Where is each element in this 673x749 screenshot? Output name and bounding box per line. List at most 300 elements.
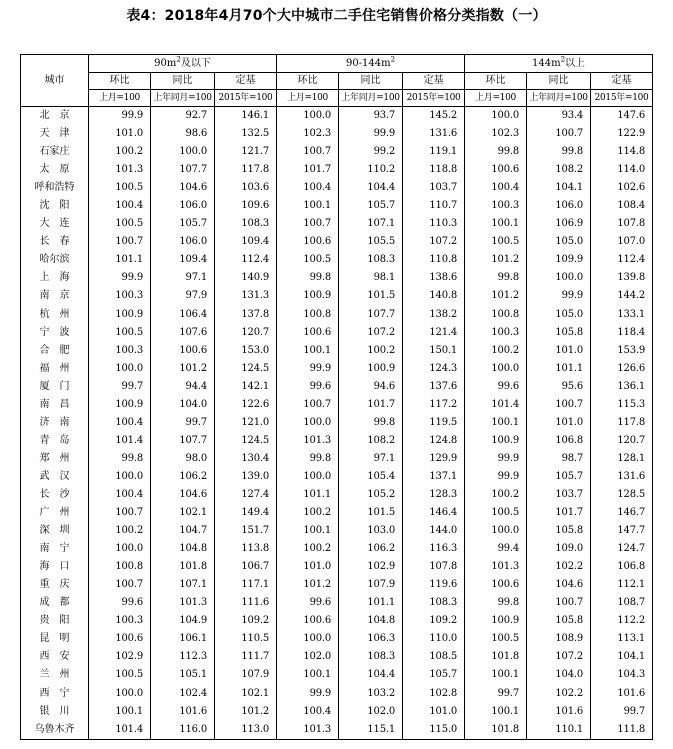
city-cell: 济 南 (21, 414, 89, 432)
value-cell: 145.2 (403, 107, 465, 126)
city-cell: 西 安 (21, 648, 89, 666)
value-cell: 100.7 (89, 233, 151, 251)
value-cell: 104.6 (151, 486, 215, 504)
subheader-base: 定基 (215, 73, 277, 90)
table-row (21, 324, 653, 342)
header-subheader-row (21, 73, 653, 90)
value-cell: 102.3 (465, 125, 527, 143)
group-header-medium-sup: 2 (390, 55, 396, 64)
table-row (21, 721, 653, 740)
city-cell: 石家庄 (21, 143, 89, 161)
value-cell: 107.7 (151, 432, 215, 450)
value-cell: 107.9 (215, 666, 277, 684)
header-group-row (21, 55, 653, 73)
value-cell: 99.9 (277, 685, 339, 703)
group-header-small-sup: 2 (176, 55, 181, 64)
group-header-medium (277, 55, 465, 73)
value-cell: 100.6 (277, 233, 339, 251)
value-cell: 99.8 (277, 450, 339, 468)
value-cell: 97.1 (339, 450, 403, 468)
value-cell: 104.4 (339, 179, 403, 197)
value-cell: 108.9 (527, 630, 591, 648)
value-cell: 100.0 (465, 522, 527, 540)
value-cell: 100.1 (277, 666, 339, 684)
value-cell: 106.9 (527, 215, 591, 233)
value-cell: 99.7 (591, 703, 653, 721)
group-header-large (465, 55, 653, 73)
value-cell: 100.5 (465, 233, 527, 251)
value-cell: 117.8 (215, 161, 277, 179)
value-cell: 118.4 (591, 324, 653, 342)
value-cell: 106.0 (527, 197, 591, 215)
value-cell: 103.7 (403, 179, 465, 197)
city-cell: 上 海 (21, 269, 89, 287)
value-cell: 101.2 (465, 251, 527, 269)
value-cell: 122.9 (591, 125, 653, 143)
city-cell: 合 肥 (21, 342, 89, 360)
table-row (21, 161, 653, 179)
value-cell: 100.0 (89, 468, 151, 486)
value-cell: 101.1 (527, 360, 591, 378)
table-row (21, 612, 653, 630)
value-cell: 101.0 (277, 558, 339, 576)
value-cell: 101.0 (89, 125, 151, 143)
value-cell: 112.3 (151, 648, 215, 666)
value-cell: 100.6 (277, 612, 339, 630)
city-cell: 宁 波 (21, 324, 89, 342)
value-cell: 106.3 (339, 630, 403, 648)
table-row (21, 107, 653, 126)
value-cell: 101.2 (277, 576, 339, 594)
value-cell: 111.6 (215, 594, 277, 612)
value-cell: 99.6 (277, 594, 339, 612)
subheader-base: 定基 (403, 73, 465, 90)
value-cell: 95.6 (527, 378, 591, 396)
value-cell: 100.5 (89, 215, 151, 233)
city-cell: 杭 州 (21, 306, 89, 324)
group-header-small (89, 55, 277, 73)
value-cell: 99.7 (465, 685, 527, 703)
unit-yoy: 上年同月=100 (527, 90, 591, 107)
value-cell: 104.8 (151, 540, 215, 558)
value-cell: 100.0 (465, 360, 527, 378)
value-cell: 101.2 (465, 287, 527, 305)
subheader-mom: 环比 (465, 73, 527, 90)
value-cell: 100.9 (89, 396, 151, 414)
value-cell: 101.7 (527, 504, 591, 522)
value-cell: 121.7 (215, 143, 277, 161)
value-cell: 100.4 (89, 486, 151, 504)
value-cell: 97.9 (151, 287, 215, 305)
city-cell: 重 庆 (21, 576, 89, 594)
value-cell: 101.4 (89, 432, 151, 450)
value-cell: 120.7 (215, 324, 277, 342)
table-row (21, 215, 653, 233)
value-cell: 99.8 (465, 594, 527, 612)
value-cell: 102.9 (339, 558, 403, 576)
value-cell: 107.2 (403, 233, 465, 251)
value-cell: 100.3 (465, 197, 527, 215)
value-cell: 108.5 (403, 648, 465, 666)
table-row (21, 287, 653, 305)
value-cell: 106.4 (151, 306, 215, 324)
value-cell: 101.0 (527, 414, 591, 432)
value-cell: 102.2 (527, 558, 591, 576)
city-cell: 海 口 (21, 558, 89, 576)
value-cell: 112.4 (215, 251, 277, 269)
value-cell: 99.4 (465, 540, 527, 558)
value-cell: 99.9 (339, 125, 403, 143)
value-cell: 136.1 (591, 378, 653, 396)
value-cell: 100.0 (277, 414, 339, 432)
city-cell: 北 京 (21, 107, 89, 126)
table-row (21, 703, 653, 721)
value-cell: 105.7 (339, 197, 403, 215)
value-cell: 102.3 (277, 125, 339, 143)
city-cell: 大 连 (21, 215, 89, 233)
value-cell: 102.0 (277, 648, 339, 666)
value-cell: 100.0 (89, 360, 151, 378)
value-cell: 113.8 (215, 540, 277, 558)
value-cell: 99.8 (277, 269, 339, 287)
value-cell: 131.6 (403, 125, 465, 143)
group-header-small-rest: 及以下 (180, 58, 211, 69)
value-cell: 101.7 (339, 396, 403, 414)
unit-base: 2015年=100 (403, 90, 465, 107)
value-cell: 105.7 (151, 215, 215, 233)
city-column-header: 城市 (21, 55, 89, 107)
city-cell: 天 津 (21, 125, 89, 143)
value-cell: 103.7 (527, 486, 591, 504)
value-cell: 107.2 (339, 324, 403, 342)
value-cell: 100.4 (89, 414, 151, 432)
value-cell: 100.0 (277, 468, 339, 486)
value-cell: 122.6 (215, 396, 277, 414)
value-cell: 100.6 (465, 576, 527, 594)
value-cell: 100.1 (277, 197, 339, 215)
value-cell: 114.8 (591, 143, 653, 161)
value-cell: 101.6 (591, 685, 653, 703)
value-cell: 101.4 (89, 721, 151, 740)
city-cell: 广 州 (21, 504, 89, 522)
value-cell: 100.5 (89, 179, 151, 197)
value-cell: 101.3 (465, 558, 527, 576)
subheader-base: 定基 (591, 73, 653, 90)
value-cell: 100.4 (277, 179, 339, 197)
value-cell: 100.1 (89, 703, 151, 721)
value-cell: 126.6 (591, 360, 653, 378)
city-cell: 南 昌 (21, 396, 89, 414)
value-cell: 107.7 (151, 161, 215, 179)
city-cell: 郑 州 (21, 450, 89, 468)
value-cell: 102.9 (89, 648, 151, 666)
value-cell: 110.0 (403, 630, 465, 648)
value-cell: 101.1 (339, 594, 403, 612)
value-cell: 110.5 (215, 630, 277, 648)
value-cell: 101.3 (151, 594, 215, 612)
value-cell: 93.7 (339, 107, 403, 126)
value-cell: 137.1 (403, 468, 465, 486)
table-row (21, 143, 653, 161)
city-cell: 沈 阳 (21, 197, 89, 215)
unit-mom: 上月=100 (277, 90, 339, 107)
value-cell: 100.6 (89, 630, 151, 648)
value-cell: 113.0 (215, 721, 277, 740)
value-cell: 101.8 (151, 558, 215, 576)
table-row (21, 378, 653, 396)
value-cell: 108.2 (527, 161, 591, 179)
value-cell: 99.6 (465, 378, 527, 396)
value-cell: 140.8 (403, 287, 465, 305)
value-cell: 101.5 (339, 287, 403, 305)
value-cell: 100.6 (151, 342, 215, 360)
value-cell: 100.7 (89, 576, 151, 594)
value-cell: 106.0 (151, 197, 215, 215)
value-cell: 106.7 (215, 558, 277, 576)
value-cell: 100.5 (89, 666, 151, 684)
value-cell: 108.3 (215, 215, 277, 233)
value-cell: 101.4 (465, 396, 527, 414)
value-cell: 100.9 (89, 306, 151, 324)
value-cell: 107.1 (339, 215, 403, 233)
value-cell: 100.1 (277, 522, 339, 540)
value-cell: 128.3 (403, 486, 465, 504)
value-cell: 124.3 (403, 360, 465, 378)
subheader-mom: 环比 (89, 73, 151, 90)
value-cell: 127.4 (215, 486, 277, 504)
value-cell: 108.3 (339, 648, 403, 666)
value-cell: 100.5 (89, 324, 151, 342)
value-cell: 99.8 (339, 414, 403, 432)
city-cell: 南 京 (21, 287, 89, 305)
value-cell: 137.8 (215, 306, 277, 324)
value-cell: 101.8 (465, 721, 527, 740)
value-cell: 105.8 (527, 612, 591, 630)
value-cell: 105.0 (527, 306, 591, 324)
value-cell: 105.8 (527, 324, 591, 342)
city-cell: 长 沙 (21, 486, 89, 504)
city-cell: 贵 阳 (21, 612, 89, 630)
value-cell: 99.9 (465, 450, 527, 468)
value-cell: 101.2 (215, 703, 277, 721)
value-cell: 100.9 (277, 287, 339, 305)
value-cell: 92.7 (151, 107, 215, 126)
value-cell: 100.8 (465, 306, 527, 324)
value-cell: 119.6 (403, 576, 465, 594)
value-cell: 119.5 (403, 414, 465, 432)
value-cell: 99.8 (465, 269, 527, 287)
value-cell: 100.0 (465, 107, 527, 126)
value-cell: 107.8 (591, 215, 653, 233)
value-cell: 101.3 (89, 161, 151, 179)
value-cell: 104.3 (591, 666, 653, 684)
value-cell: 101.1 (89, 251, 151, 269)
value-cell: 144.2 (591, 287, 653, 305)
value-cell: 94.6 (339, 378, 403, 396)
value-cell: 108.3 (339, 251, 403, 269)
value-cell: 104.8 (339, 612, 403, 630)
table-row (21, 125, 653, 143)
value-cell: 107.2 (527, 648, 591, 666)
value-cell: 102.4 (151, 685, 215, 703)
value-cell: 116.0 (151, 721, 215, 740)
value-cell: 119.1 (403, 143, 465, 161)
value-cell: 103.6 (215, 179, 277, 197)
value-cell: 108.4 (591, 197, 653, 215)
value-cell: 146.1 (215, 107, 277, 126)
city-cell: 呼和浩特 (21, 179, 89, 197)
value-cell: 147.6 (591, 107, 653, 126)
value-cell: 100.7 (89, 504, 151, 522)
value-cell: 98.7 (527, 450, 591, 468)
value-cell: 146.4 (403, 504, 465, 522)
value-cell: 101.6 (527, 703, 591, 721)
value-cell: 104.7 (151, 522, 215, 540)
value-cell: 100.0 (89, 685, 151, 703)
value-cell: 100.4 (89, 197, 151, 215)
value-cell: 100.0 (151, 143, 215, 161)
value-cell: 111.8 (591, 721, 653, 740)
unit-yoy: 上年同月=100 (339, 90, 403, 107)
value-cell: 107.0 (591, 233, 653, 251)
value-cell: 146.7 (591, 504, 653, 522)
value-cell: 104.0 (527, 666, 591, 684)
value-cell: 109.4 (215, 233, 277, 251)
value-cell: 109.0 (527, 540, 591, 558)
value-cell: 109.6 (215, 197, 277, 215)
value-cell: 105.8 (527, 522, 591, 540)
value-cell: 113.1 (591, 630, 653, 648)
subheader-yoy: 同比 (527, 73, 591, 90)
value-cell: 118.8 (403, 161, 465, 179)
value-cell: 101.3 (277, 432, 339, 450)
value-cell: 99.6 (277, 378, 339, 396)
value-cell: 101.0 (527, 342, 591, 360)
value-cell: 105.4 (339, 468, 403, 486)
value-cell: 139.8 (591, 269, 653, 287)
value-cell: 104.1 (591, 648, 653, 666)
group-header-large-base: 144m (532, 58, 561, 69)
group-header-small-base: 90m (154, 58, 177, 69)
value-cell: 109.2 (215, 612, 277, 630)
value-cell: 110.2 (339, 161, 403, 179)
value-cell: 99.7 (89, 378, 151, 396)
value-cell: 102.1 (151, 504, 215, 522)
value-cell: 99.9 (277, 360, 339, 378)
value-cell: 100.5 (465, 630, 527, 648)
city-cell: 太 原 (21, 161, 89, 179)
value-cell: 104.1 (527, 179, 591, 197)
value-cell: 100.6 (277, 324, 339, 342)
value-cell: 100.9 (339, 360, 403, 378)
value-cell: 108.3 (403, 594, 465, 612)
value-cell: 100.8 (89, 558, 151, 576)
value-cell: 108.7 (591, 594, 653, 612)
value-cell: 129.9 (403, 450, 465, 468)
value-cell: 99.8 (527, 143, 591, 161)
value-cell: 131.3 (215, 287, 277, 305)
value-cell: 100.2 (465, 342, 527, 360)
value-cell: 99.8 (465, 143, 527, 161)
value-cell: 104.0 (151, 396, 215, 414)
city-cell: 南 宁 (21, 540, 89, 558)
table-row (21, 522, 653, 540)
city-cell: 长 春 (21, 233, 89, 251)
value-cell: 120.7 (591, 432, 653, 450)
value-cell: 107.9 (339, 576, 403, 594)
value-cell: 104.6 (151, 179, 215, 197)
value-cell: 100.1 (465, 414, 527, 432)
value-cell: 110.3 (403, 215, 465, 233)
value-cell: 105.7 (527, 468, 591, 486)
value-cell: 124.5 (215, 360, 277, 378)
value-cell: 102.0 (339, 703, 403, 721)
value-cell: 128.1 (591, 450, 653, 468)
value-cell: 102.1 (215, 685, 277, 703)
table-row (21, 685, 653, 703)
value-cell: 101.2 (151, 360, 215, 378)
value-cell: 99.7 (151, 414, 215, 432)
value-cell: 109.2 (403, 612, 465, 630)
value-cell: 112.1 (591, 576, 653, 594)
city-cell: 成 都 (21, 594, 89, 612)
table-row (21, 576, 653, 594)
value-cell: 107.8 (403, 558, 465, 576)
table-row (21, 342, 653, 360)
value-cell: 138.2 (403, 306, 465, 324)
value-cell: 100.6 (465, 161, 527, 179)
value-cell: 100.0 (527, 269, 591, 287)
value-cell: 100.8 (277, 306, 339, 324)
group-header-large-sup: 2 (560, 55, 566, 64)
value-cell: 151.7 (215, 522, 277, 540)
value-cell: 121.0 (215, 414, 277, 432)
value-cell: 153.0 (215, 342, 277, 360)
city-cell: 深 圳 (21, 522, 89, 540)
unit-mom: 上月=100 (465, 90, 527, 107)
value-cell: 100.1 (465, 215, 527, 233)
table-row (21, 594, 653, 612)
city-cell: 武 汉 (21, 468, 89, 486)
value-cell: 105.5 (339, 233, 403, 251)
group-header-medium-base: 90-144m (345, 58, 391, 69)
value-cell: 99.8 (89, 450, 151, 468)
table-row (21, 414, 653, 432)
value-cell: 101.6 (151, 703, 215, 721)
value-cell: 107.6 (151, 324, 215, 342)
value-cell: 133.1 (591, 306, 653, 324)
value-cell: 99.9 (89, 107, 151, 126)
city-cell: 青 岛 (21, 432, 89, 450)
value-cell: 100.7 (527, 125, 591, 143)
value-cell: 100.7 (277, 396, 339, 414)
value-cell: 100.1 (465, 703, 527, 721)
value-cell: 106.8 (591, 558, 653, 576)
price-index-table (20, 54, 653, 740)
table-row (21, 233, 653, 251)
value-cell: 106.1 (151, 630, 215, 648)
value-cell: 105.7 (403, 666, 465, 684)
value-cell: 112.2 (591, 612, 653, 630)
unit-mom: 上月=100 (89, 90, 151, 107)
value-cell: 110.1 (527, 721, 591, 740)
value-cell: 98.6 (151, 125, 215, 143)
value-cell: 100.2 (339, 342, 403, 360)
value-cell: 153.9 (591, 342, 653, 360)
unit-base: 2015年=100 (591, 90, 653, 107)
value-cell: 124.8 (403, 432, 465, 450)
city-cell: 西 宁 (21, 685, 89, 703)
